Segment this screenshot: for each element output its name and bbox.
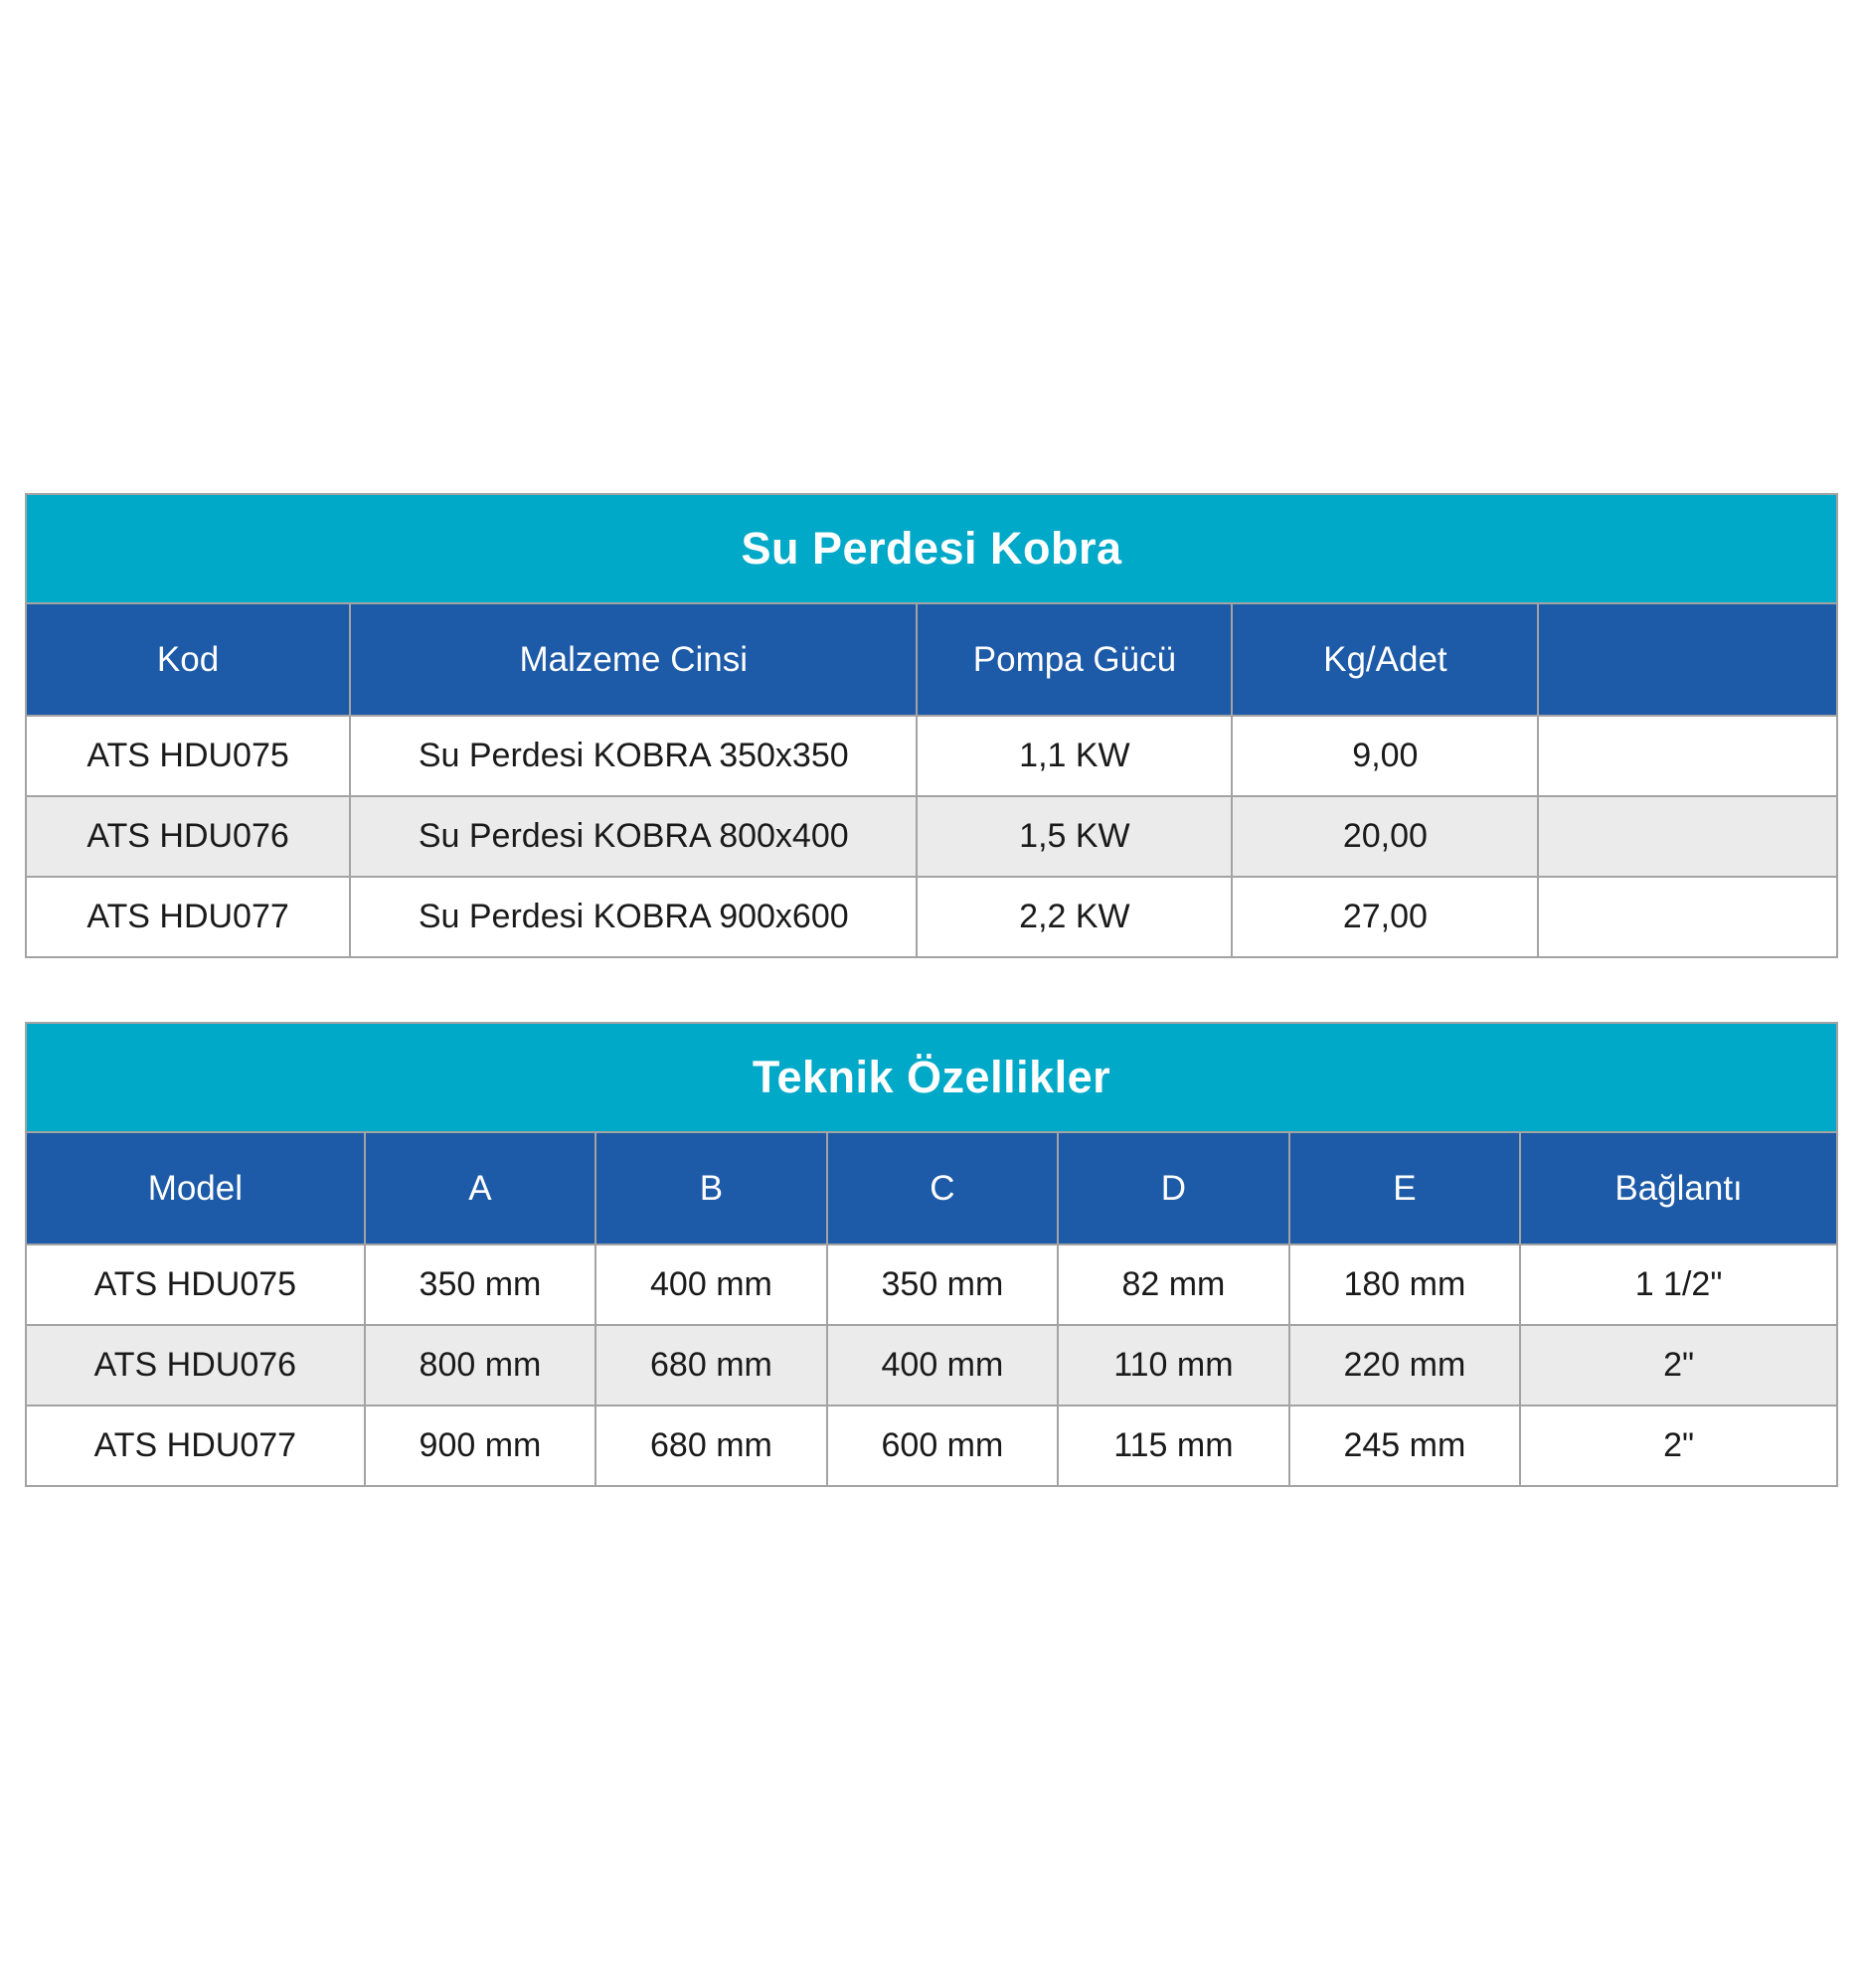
column-header-b: B [595,1132,826,1244]
cell-c: 350 mm [827,1244,1058,1325]
cell-model: ATS HDU077 [26,1406,365,1486]
cell-a: 900 mm [365,1406,595,1486]
cell-b: 680 mm [595,1406,826,1486]
cell-b: 680 mm [595,1325,826,1406]
cell-empty [1538,716,1837,796]
column-header-kod: Kod [26,603,350,716]
cell-kg: 20,00 [1232,796,1538,877]
spec-table-header-row [26,1132,1837,1244]
cell-d: 110 mm [1058,1325,1288,1406]
cell-malzeme: Su Perdesi KOBRA 900x600 [350,877,917,957]
cell-malzeme: Su Perdesi KOBRA 350x350 [350,716,917,796]
product-table-header-row [26,603,1837,716]
cell-kg: 9,00 [1232,716,1538,796]
cell-kod: ATS HDU075 [26,716,350,796]
spec-table [25,1022,1838,1487]
table-row [26,1325,1837,1406]
cell-a: 350 mm [365,1244,595,1325]
table-row [26,1244,1837,1325]
cell-kod: ATS HDU076 [26,796,350,877]
column-header-d: D [1058,1132,1288,1244]
column-header-baglanti: Bağlantı [1520,1132,1837,1244]
table-row [26,796,1837,877]
cell-baglanti: 1 1/2" [1520,1244,1837,1325]
cell-empty [1538,796,1837,877]
cell-b: 400 mm [595,1244,826,1325]
cell-pompa: 2,2 KW [917,877,1232,957]
spec-table-title-row [26,1023,1837,1132]
cell-kg: 27,00 [1232,877,1538,957]
cell-pompa: 1,5 KW [917,796,1232,877]
cell-a: 800 mm [365,1325,595,1406]
product-table-title: Su Perdesi Kobra [26,494,1837,603]
cell-c: 600 mm [827,1406,1058,1486]
cell-baglanti: 2" [1520,1325,1837,1406]
cell-kod: ATS HDU077 [26,877,350,957]
column-header-c: C [827,1132,1058,1244]
spec-table-title: Teknik Özellikler [26,1023,1837,1132]
cell-empty [1538,877,1837,957]
product-table-title-row [26,494,1837,603]
column-header-empty [1538,603,1837,716]
column-header-a: A [365,1132,595,1244]
column-header-malzeme-cinsi: Malzeme Cinsi [350,603,917,716]
cell-d: 82 mm [1058,1244,1288,1325]
column-header-kg-adet: Kg/Adet [1232,603,1538,716]
cell-e: 220 mm [1289,1325,1520,1406]
cell-pompa: 1,1 KW [917,716,1232,796]
table-row [26,877,1837,957]
column-header-model: Model [26,1132,365,1244]
product-table [25,493,1838,958]
cell-c: 400 mm [827,1325,1058,1406]
cell-e: 245 mm [1289,1406,1520,1486]
cell-d: 115 mm [1058,1406,1288,1486]
column-header-e: E [1289,1132,1520,1244]
table-row [26,1406,1837,1486]
table-row [26,716,1837,796]
column-header-pompa-gucu: Pompa Gücü [917,603,1232,716]
cell-e: 180 mm [1289,1244,1520,1325]
cell-model: ATS HDU075 [26,1244,365,1325]
cell-model: ATS HDU076 [26,1325,365,1406]
cell-baglanti: 2" [1520,1406,1837,1486]
cell-malzeme: Su Perdesi KOBRA 800x400 [350,796,917,877]
